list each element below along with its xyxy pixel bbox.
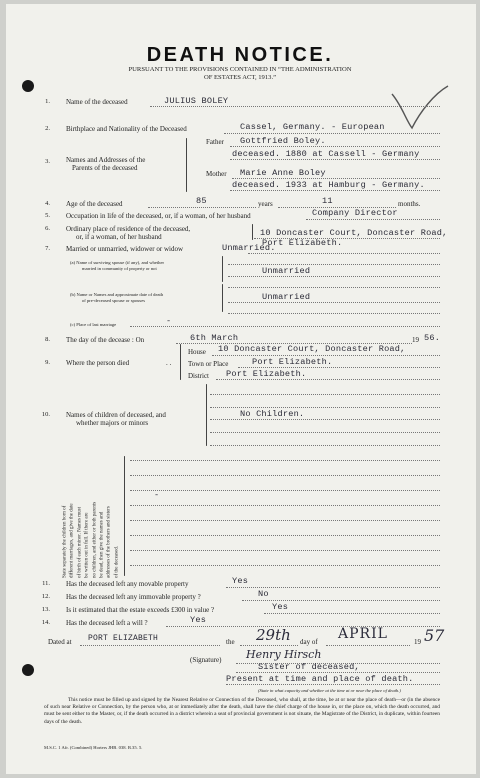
dated-the: the: [226, 638, 235, 646]
birthplace-label: Birthplace and Nationality of the Deceased: [66, 125, 187, 133]
district-value: Port Elizabeth.: [226, 369, 307, 379]
signature-name: Henry Hirsch: [246, 648, 322, 661]
name-label: Name of the deceased: [66, 98, 128, 106]
house-label: House: [188, 348, 206, 356]
dotted-line: [166, 626, 440, 627]
side-note-line: be written out in full. If there are: [84, 512, 90, 578]
dotted-line: [240, 645, 298, 646]
dotted-line: [130, 550, 440, 551]
dated-day: 29th: [256, 626, 291, 644]
dotted-line: [216, 379, 440, 380]
decease-date-label: The day of the decease : On: [66, 336, 145, 344]
tick-mark-icon: [390, 84, 450, 130]
side-note-line: be dead, then give the names and: [99, 511, 105, 578]
dotted-line: [230, 159, 440, 160]
parents-label-2: Parents of the deceased: [72, 164, 138, 172]
decease-year-prefix: 19: [412, 336, 419, 344]
immovable-property-value: No: [258, 589, 269, 599]
town-value: Port Elizabeth.: [252, 357, 333, 367]
dotted-line: [148, 207, 256, 208]
occupation-label: Occupation in life of the deceased, or, if a woman, of her husband: [66, 212, 251, 220]
field-number: 6.: [45, 225, 50, 232]
dotted-line: [210, 394, 440, 395]
dotted-line: [242, 600, 440, 601]
brace: [222, 284, 223, 312]
residence-label-2: or, if a woman, of her husband: [76, 233, 162, 241]
mother-label: Mother: [206, 170, 227, 178]
town-label: Town or Place: [188, 360, 229, 368]
dotted-line: [210, 407, 440, 408]
mother-name: Marie Anne Boley: [240, 168, 326, 178]
age-years: 85: [196, 196, 207, 206]
dotted-line: [210, 432, 440, 433]
marital-value: Unmarried.: [222, 243, 276, 253]
field-number: 11.: [42, 580, 50, 587]
subtitle-line-2: OF ESTATES ACT, 1913.”: [203, 74, 277, 81]
father-name: Gottfried Boley.: [240, 136, 326, 146]
dotted-line: [264, 613, 440, 614]
dotted-line: [228, 302, 440, 303]
dotted-line: [210, 419, 440, 420]
dated-year-prefix: 19: [414, 638, 421, 646]
brace: [124, 456, 125, 576]
field-number: 3.: [45, 158, 50, 165]
dotted-line: [236, 672, 440, 673]
dotted-line: [226, 684, 440, 685]
mother-details: deceased. 1933 at Hamburg - Germany.: [232, 180, 425, 190]
children-value: No Children.: [240, 409, 305, 419]
months-label: months.: [398, 200, 421, 208]
subtitle-line-1: PURSUANT TO THE PROVISIONS CONTAINED IN “THE ADMINISTRATION: [128, 66, 352, 73]
brace: [206, 384, 207, 446]
house-value: 10 Doncaster Court, Doncaster Road,: [218, 344, 406, 354]
dotted-line: [130, 326, 440, 327]
dotted-line: [210, 445, 440, 446]
dotted-line: [232, 178, 440, 179]
dated-day-of: day of: [300, 638, 318, 646]
dotted-line: [212, 355, 440, 356]
field-number: 13.: [41, 606, 50, 613]
will-value: Yes: [190, 615, 207, 625]
signatory-capacity-2: Present at time and place of death.: [226, 674, 414, 684]
death-place-label: Where the person died: [66, 359, 130, 367]
brace: [186, 138, 187, 192]
brace: [180, 344, 181, 380]
field-number: 10.: [41, 411, 50, 418]
side-note-line: of the deceased.: [114, 545, 120, 578]
punch-hole: [22, 664, 34, 676]
dotted-line: [226, 587, 440, 588]
dotted-line: [224, 133, 440, 134]
father-details: deceased. 1880 at Cassell - Germany: [232, 149, 420, 159]
side-dash: -: [154, 490, 160, 500]
signatory-capacity-1: Sister of deceased,: [258, 662, 360, 672]
field-number: 8.: [45, 336, 50, 343]
will-label: Has the deceased left a will ?: [66, 619, 148, 627]
page-title: DEATH NOTICE.: [146, 44, 334, 66]
dotted-line: [230, 146, 440, 147]
residence-value-2: Port Elizabeth.: [262, 238, 343, 248]
marital-label: Married or unmarried, widower or widow: [66, 245, 184, 253]
dotted-line: [306, 219, 440, 220]
children-label-1: Names of children of deceased, and: [66, 411, 166, 419]
spouse-label-a-2: married in community of property or not: [82, 266, 157, 271]
form-code: M.S.C. 1 Afr. (Combined) Horters JHB. 038. B.35. 5.: [44, 745, 143, 750]
field-number: 7.: [45, 245, 50, 252]
side-note-line: State separately the children born of: [62, 505, 68, 578]
field-number: 2.: [45, 125, 50, 132]
dotted-line: [228, 276, 440, 277]
spouse-b-value: Unmarried: [262, 292, 311, 302]
dotted-line: [130, 490, 440, 491]
field-number: 9.: [45, 359, 50, 366]
dated-year: 57: [424, 626, 445, 645]
side-note-line: no children, and either or both parents: [92, 501, 97, 578]
spouse-label-b-1: (b) Name or Names and approximate date of death: [70, 292, 164, 297]
signature-label: (Signature): [190, 656, 222, 664]
side-note-line: addresses of the brothers and sisters: [106, 506, 112, 578]
dotted-line: [248, 253, 440, 254]
spouse-a-value: Unmarried: [262, 266, 311, 276]
field-number: 14.: [41, 619, 50, 626]
dated-label: Dated at: [48, 638, 72, 646]
dated-month: APRIL: [338, 626, 388, 642]
spouse-label-a-1: (a) Name of surviving spouse (if any), and whether: [70, 260, 165, 265]
occupation-value: Company Director: [312, 208, 398, 218]
dotted-line: [130, 475, 440, 476]
dated-place: PORT ELIZABETH: [88, 634, 159, 643]
residence-label-1: Ordinary place of residence of the deceased,: [66, 225, 191, 233]
field-number: 5.: [45, 212, 50, 219]
movable-property-value: Yes: [232, 576, 249, 586]
side-note-line: of birth of each minor. Names must: [77, 507, 83, 578]
field-number: 12.: [41, 593, 50, 600]
leader-dots: . .: [166, 359, 172, 367]
age-label: Age of the deceased: [66, 200, 123, 208]
district-label: District: [188, 372, 209, 380]
dotted-line: [228, 287, 440, 288]
years-label: years: [258, 200, 273, 208]
parents-label-1: Names and Addresses of the: [66, 156, 146, 164]
dotted-line: [228, 264, 440, 265]
dotted-line: [130, 505, 440, 506]
movable-property-label: Has the deceased left any movable property: [66, 580, 189, 588]
dotted-line: [130, 460, 440, 461]
birthplace-value: Cassel, Germany. - European: [240, 122, 385, 132]
deceased-name: JULIUS BOLEY: [164, 96, 229, 106]
dotted-line: [130, 535, 440, 536]
marriage-place-label: (c) Place of last marriage: [70, 322, 117, 327]
father-label: Father: [206, 138, 224, 146]
dotted-line: [150, 106, 440, 107]
dotted-line: [230, 190, 440, 191]
field-number: 1.: [45, 98, 50, 105]
age-months: 11: [322, 196, 333, 206]
signatory-note: (State in what capacity and whether at the time at or near the place of death.): [258, 688, 401, 693]
decease-date: 6th March: [190, 333, 239, 343]
dotted-line: [130, 565, 440, 566]
dotted-line: [228, 313, 440, 314]
marriage-place-value: -: [166, 316, 172, 326]
children-label-2: whether majors or minors: [76, 419, 149, 427]
dotted-line: [130, 520, 440, 521]
brace: [252, 224, 253, 240]
dotted-line: [326, 645, 410, 646]
instructions-paragraph: This notice must be filled up and signed by the Nearest Relative or Connection of the Deceased, who shall, at the time, be at or near the place of death—or (in the absence of such near Relative or Connection, by the person who, at or immediately after the death, shall have the chief charge of the house in, or the place on, which the death occurred, and must be sent either to the Master, or, if the death occurred in a district wherein a seat of provincial government is not situate, the Magistrate of the District, in duplicate, within fourteen days of the death.: [44, 697, 440, 725]
estate-value-label: Is it estimated that the estate exceeds £300 in value ?: [66, 606, 215, 614]
brace: [222, 256, 223, 282]
estate-value: Yes: [272, 602, 289, 612]
immovable-property-label: Has the deceased left any immovable property ?: [66, 593, 201, 601]
field-number: 4.: [45, 200, 50, 207]
spouse-label-b-2: of pre-deceased spouse or spouses: [82, 298, 146, 303]
dotted-line: [80, 645, 220, 646]
side-note-line: different marriages, and give the date: [69, 503, 75, 578]
dotted-line: [238, 367, 440, 368]
side-note: [60, 450, 122, 578]
decease-year: 56.: [424, 333, 441, 343]
residence-value-1: 10 Doncaster Court, Doncaster Road,: [260, 228, 448, 238]
